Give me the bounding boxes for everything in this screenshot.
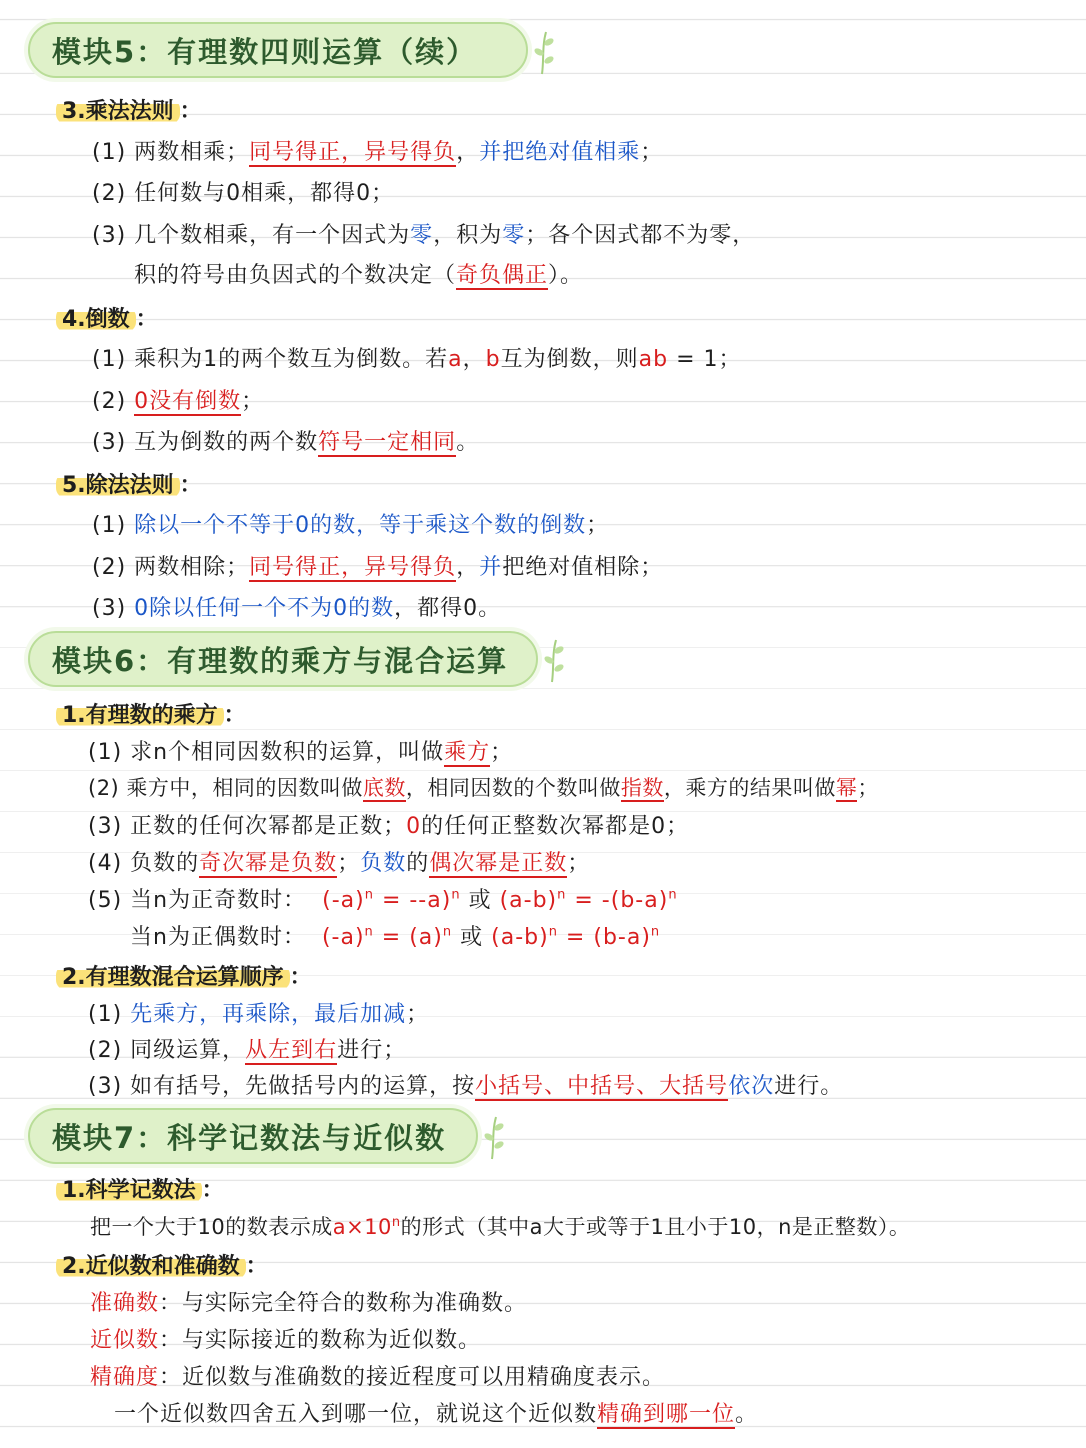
module7-title: 模块7：科学记数法与近似数 (28, 1108, 478, 1164)
section-power: 1.有理数的乘方 ： (56, 698, 246, 729)
module6-title: 模块6：有理数的乘方与混合运算 (28, 631, 538, 687)
rule-line: (2) 0没有倒数； (92, 389, 265, 414)
rule-line: (3) 正数的任何次幂都是正数；0的任何正整数次幂都是0； (88, 814, 690, 839)
rule-line: (3) 0除以任何一个不为0的数，都得0。 (92, 596, 502, 621)
section-mixed-order: 2.有理数混合运算顺序 ： (56, 960, 312, 991)
section-multiplication-rule: 3.乘法法则 ： (56, 94, 202, 125)
section-scientific-notation: 1.科学记数法 ： (56, 1173, 224, 1204)
rule-line: 准确数：与实际完全符合的数称为准确数。 (90, 1291, 528, 1316)
rule-line: (2) 任何数与0相乘，都得0； (92, 181, 395, 206)
rule-line: (1) 先乘方，再乘除，最后加减； (88, 1002, 430, 1027)
rule-line: 一个近似数四舍五入到哪一位，就说这个近似数精确到哪一位。 (114, 1402, 759, 1427)
rule-line: (4) 负数的奇次幂是负数；负数的偶次幂是正数； (88, 851, 591, 876)
rule-line: (1) 两数相乘；同号得正，异号得负，并把绝对值相乘； (92, 140, 664, 165)
formula-even: 当n为正偶数时： $(-a)^n = (a)^n$ 或 $(a-b)^n = (b-a)^n$ (130, 924, 661, 950)
rule-line: (1) 乘积为1的两个数互为倒数。若a，b互为倒数，则ab = 1； (92, 347, 742, 372)
rule-line: 近似数：与实际接近的数称为近似数。 (90, 1328, 482, 1353)
section-reciprocal: 4.倒数 ： (56, 302, 158, 333)
rule-line: (1) 求n个相同因数积的运算，叫做乘方； (88, 740, 514, 765)
leaf-icon (530, 30, 556, 76)
section-approximate-number: 2.近似数和准确数 ： (56, 1249, 268, 1280)
rule-line: (3) 互为倒数的两个数符号一定相同。 (92, 430, 480, 455)
module5-title: 模块5：有理数四则运算（续） (28, 22, 528, 78)
rule-line: (2) 乘方中，相同的因数叫做底数，相同因数的个数叫做指数，乘方的结果叫做幂； (88, 776, 879, 800)
formula-odd: (5) 当n为正奇数时： $(-a)^n = --a)^n$ 或 $(a-b)^n = -(b-a)^n$ (88, 887, 678, 913)
section-division-rule: 5.除法法则 ： (56, 468, 202, 499)
leaf-icon (480, 1115, 506, 1161)
leaf-icon (540, 638, 566, 684)
rule-line: (1) 除以一个不等于0的数，等于乘这个数的倒数； (92, 513, 610, 538)
rule-line: 把一个大于10的数表示成$a\times 10^n$的形式（其中a大于或等于1且小于10，n是正整数）。 (90, 1215, 911, 1239)
rule-line: (3) 几个数相乘，有一个因式为零，积为零；各个因式都不为零， (92, 223, 756, 248)
rule-line: (2) 同级运算，从左到右进行； (88, 1038, 407, 1063)
rule-line: (2) 两数相除；同号得正，异号得负，并把绝对值相除； (92, 555, 664, 580)
rule-line: 精确度：近似数与准确数的接近程度可以用精确度表示。 (90, 1365, 666, 1390)
rule-line: 积的符号由负因式的个数决定（奇负偶正）。 (134, 263, 584, 288)
rule-line: (3) 如有括号，先做括号内的运算，按小括号、中括号、大括号依次进行。 (88, 1074, 844, 1099)
